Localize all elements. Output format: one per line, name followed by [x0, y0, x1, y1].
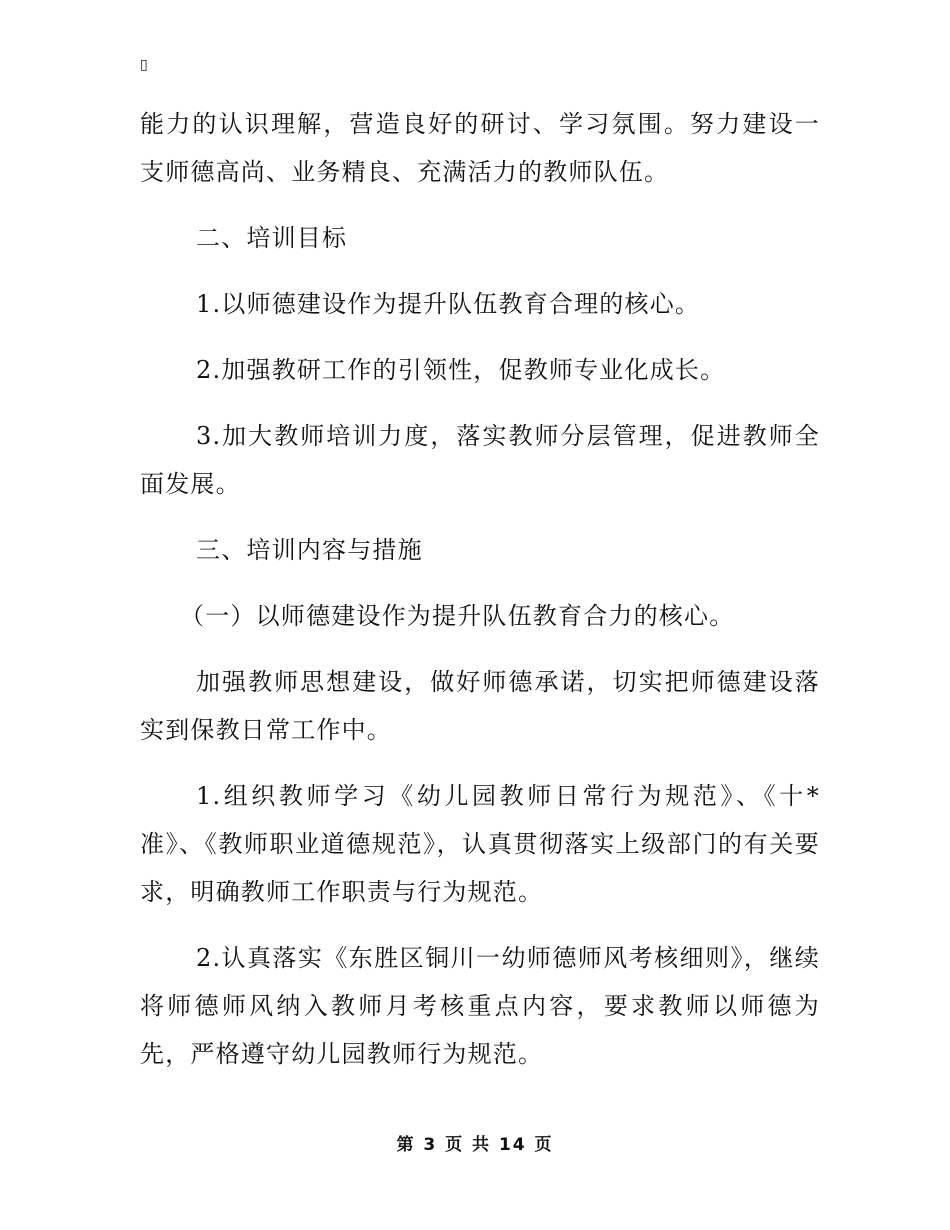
measure-item-2: 2.认真落实《东胜区铜川一幼师德师风考核细则》，继续将师德师风纳入教师月考核重点内容，要求教师以师德为先，严格遵守幼儿园教师行为规范。 — [140, 944, 820, 1068]
goal-item-2: 2.加强教研工作的引领性，促教师专业化成长。 — [196, 356, 726, 384]
section-heading-content: 三、培训内容与措施 — [196, 536, 423, 564]
goal-item-1: 1.以师德建设作为提升队伍教育合理的核心。 — [196, 290, 701, 318]
header-glyph: ▯ — [140, 57, 148, 73]
section-heading-goals: 二、培训目标 — [196, 224, 348, 252]
paragraph-ethics: 加强教师思想建设，做好师德承诺，切实把师德建设落实到保教日常工作中。 — [140, 668, 820, 744]
page-number-footer: 第 3 页 共 14 页 — [396, 1135, 554, 1155]
document-body — [140, 100, 820, 1096]
measure-item-1: 1.组织教师学习《幼儿园教师日常行为规范》、《十*准》、《教师职业道德规范》，认真贯彻落实上级部门的有关要求，明确教师工作职责与行为规范。 — [140, 782, 820, 906]
subsection-heading-1: （一）以师德建设作为提升队伍教育合力的核心。 — [180, 602, 735, 630]
paragraph-continuation: 能力的认识理解，营造良好的研讨、学习氛围。努力建设一支师德高尚、业务精良、充满活力的教师队伍。 — [140, 110, 820, 186]
goal-item-3: 3.加大教师培训力度，落实教师分层管理，促进教师全面发展。 — [140, 422, 820, 498]
